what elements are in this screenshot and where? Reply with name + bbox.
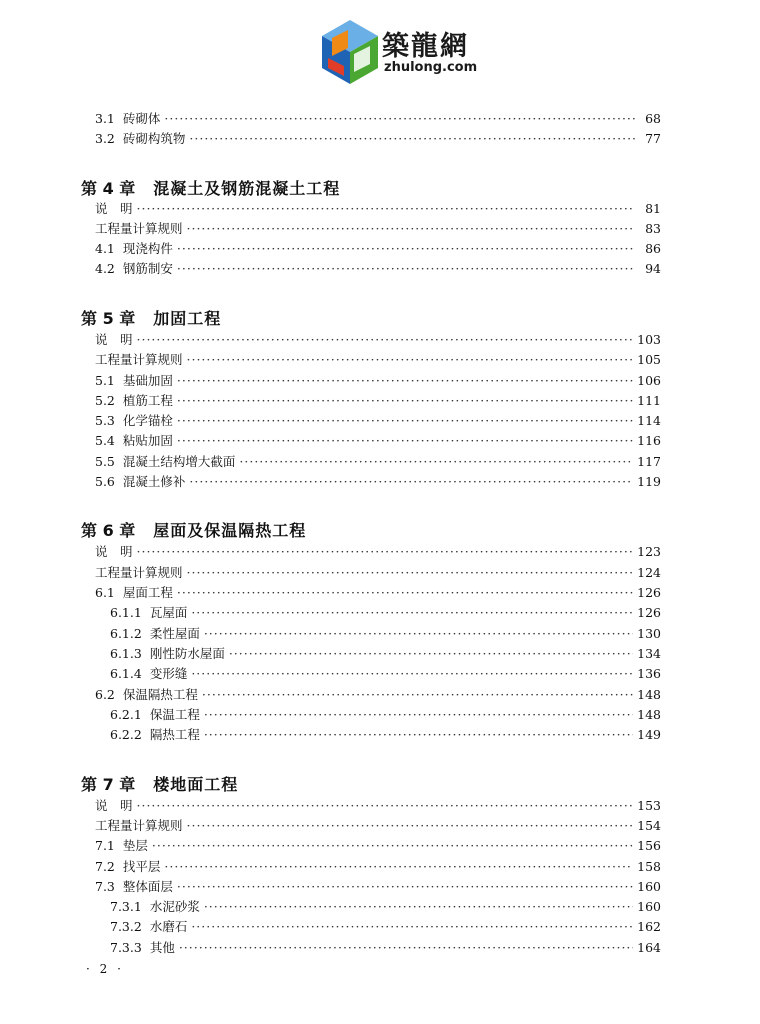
dot-leader xyxy=(187,352,634,367)
entry-number: 5.3 xyxy=(95,413,115,428)
entry-number: 4.1 xyxy=(95,241,115,256)
entry-page: 126 xyxy=(637,605,661,620)
entry-number: 7.2 xyxy=(95,859,115,874)
entry-page: 136 xyxy=(637,666,661,681)
entry-title: 说 明 xyxy=(95,332,133,347)
entry-title: 砖砌构筑物 xyxy=(122,131,186,146)
entry-page: 158 xyxy=(637,859,661,874)
toc-subentry[interactable] xyxy=(110,664,661,682)
dot-leader xyxy=(177,879,633,894)
logo-chinese-text: 築龍網 xyxy=(382,31,469,62)
entry-page: 148 xyxy=(637,707,661,722)
chapter-number: 第 7 章 xyxy=(81,775,136,794)
entry-title: 其他 xyxy=(149,940,175,955)
entry-number: 5.1 xyxy=(95,373,115,388)
dot-leader xyxy=(204,727,633,742)
dot-leader xyxy=(202,687,633,702)
dot-leader xyxy=(137,544,634,559)
toc-entry[interactable] xyxy=(95,836,661,854)
entry-title: 刚性防水屋面 xyxy=(149,646,225,661)
entry-number: 4.2 xyxy=(95,261,115,276)
dot-leader xyxy=(187,818,634,833)
entry-number: 5.2 xyxy=(95,393,115,408)
entry-page: 160 xyxy=(637,899,661,914)
dot-leader xyxy=(177,373,633,388)
dot-leader xyxy=(164,859,633,874)
toc-entry[interactable] xyxy=(95,350,661,368)
dot-leader xyxy=(177,413,633,428)
dot-leader xyxy=(191,605,633,620)
entry-title: 柔性屋面 xyxy=(149,626,200,641)
toc-entry[interactable] xyxy=(95,563,661,581)
entry-page: 130 xyxy=(637,626,661,641)
entry-number: 3.1 xyxy=(95,111,115,126)
entry-title: 混凝土结构增大截面 xyxy=(122,454,236,469)
entry-page: 153 xyxy=(637,798,661,813)
entry-number: 7.3.2 xyxy=(110,919,142,934)
entry-title: 屋面工程 xyxy=(122,585,173,600)
toc-entry[interactable] xyxy=(95,472,661,490)
chapter-number: 第 6 章 xyxy=(81,521,136,540)
entry-page: 77 xyxy=(645,131,661,146)
toc-entry[interactable] xyxy=(95,391,661,409)
entry-title: 工程量计算规则 xyxy=(95,221,183,236)
toc-entry[interactable] xyxy=(95,371,661,389)
entry-number: 5.6 xyxy=(95,474,115,489)
chapter-title: 屋面及保温隔热工程 xyxy=(153,521,307,540)
entry-title: 工程量计算规则 xyxy=(95,818,183,833)
zhulong-logo xyxy=(318,18,498,88)
toc-subentry[interactable] xyxy=(110,705,661,723)
dot-leader xyxy=(204,626,633,641)
toc-entry[interactable] xyxy=(95,431,661,449)
toc-subentry[interactable] xyxy=(110,897,661,915)
entry-page: 106 xyxy=(637,373,661,388)
toc-entry[interactable] xyxy=(95,259,661,277)
entry-page: 123 xyxy=(637,544,661,559)
entry-title: 化学锚栓 xyxy=(122,413,173,428)
dot-leader xyxy=(239,454,633,469)
entry-title: 说 明 xyxy=(95,798,133,813)
entry-title: 保温隔热工程 xyxy=(122,687,198,702)
entry-number: 6.1 xyxy=(95,585,115,600)
entry-page: 94 xyxy=(645,261,661,276)
dot-leader xyxy=(187,565,634,580)
dot-leader xyxy=(204,707,633,722)
entry-title: 垫层 xyxy=(122,838,148,853)
toc-entry[interactable] xyxy=(95,219,661,237)
chapter-heading xyxy=(81,306,221,329)
entry-page: 156 xyxy=(637,838,661,853)
dot-leader xyxy=(179,940,633,955)
entry-title: 工程量计算规则 xyxy=(95,565,183,580)
toc-subentry[interactable] xyxy=(110,725,661,743)
dot-leader xyxy=(229,646,633,661)
entry-title: 水泥砂浆 xyxy=(149,899,200,914)
entry-number: 6.1.1 xyxy=(110,605,142,620)
toc-entry[interactable] xyxy=(95,199,661,217)
toc-subentry[interactable] xyxy=(110,917,661,935)
dot-leader xyxy=(204,899,633,914)
entry-number: 6.1.2 xyxy=(110,626,142,641)
entry-page: 103 xyxy=(637,332,661,347)
entry-title: 砖砌体 xyxy=(122,111,161,126)
entry-number: 7.3.3 xyxy=(110,940,142,955)
entry-number: 5.4 xyxy=(95,433,115,448)
dot-leader xyxy=(177,241,635,256)
toc-subentry[interactable] xyxy=(110,624,661,642)
dot-leader xyxy=(137,201,635,216)
dot-leader xyxy=(177,585,633,600)
dot-leader xyxy=(189,474,633,489)
toc-entry[interactable] xyxy=(95,239,661,257)
entry-page: 83 xyxy=(645,221,661,236)
entry-number: 6.2.1 xyxy=(110,707,142,722)
entry-title: 钢筋制安 xyxy=(122,261,173,276)
toc-entry[interactable] xyxy=(95,685,661,703)
toc-entry[interactable] xyxy=(95,129,661,147)
toc-entry[interactable] xyxy=(95,542,661,560)
chapter-heading xyxy=(81,772,238,795)
entry-page: 162 xyxy=(637,919,661,934)
dot-leader xyxy=(152,838,633,853)
entry-page: 81 xyxy=(645,201,661,216)
entry-title: 植筋工程 xyxy=(122,393,173,408)
entry-title: 工程量计算规则 xyxy=(95,352,183,367)
entry-page: 119 xyxy=(637,474,661,489)
entry-page: 116 xyxy=(637,433,661,448)
entry-title: 现浇构件 xyxy=(122,241,173,256)
entry-title: 找平层 xyxy=(122,859,161,874)
dot-leader xyxy=(164,111,635,126)
toc-entry[interactable] xyxy=(95,796,661,814)
dot-leader xyxy=(191,666,633,681)
entry-number: 6.2 xyxy=(95,687,115,702)
entry-page: 126 xyxy=(637,585,661,600)
entry-title: 水磨石 xyxy=(149,919,188,934)
dot-leader xyxy=(191,919,633,934)
entry-number: 5.5 xyxy=(95,454,115,469)
chapter-number: 第 4 章 xyxy=(81,179,136,198)
logo-cube-icon xyxy=(318,18,382,86)
entry-page: 134 xyxy=(637,646,661,661)
entry-title: 混凝土修补 xyxy=(122,474,186,489)
dot-leader xyxy=(137,332,634,347)
dot-leader xyxy=(177,261,635,276)
entry-page: 114 xyxy=(637,413,661,428)
entry-page: 148 xyxy=(637,687,661,702)
chapter-title: 混凝土及钢筋混凝土工程 xyxy=(153,179,341,198)
dot-leader xyxy=(187,221,635,236)
entry-page: 105 xyxy=(637,352,661,367)
dot-leader xyxy=(177,393,633,408)
toc-entry[interactable] xyxy=(95,411,661,429)
entry-page: 124 xyxy=(637,565,661,580)
entry-number: 7.3.1 xyxy=(110,899,142,914)
chapter-heading xyxy=(81,518,306,541)
entry-number: 7.3 xyxy=(95,879,115,894)
entry-page: 160 xyxy=(637,879,661,894)
entry-title: 说 明 xyxy=(95,544,133,559)
logo-english-text: zhulong.com xyxy=(384,60,478,75)
toc-entry[interactable] xyxy=(95,877,661,895)
chapter-heading xyxy=(81,176,340,199)
entry-title: 瓦屋面 xyxy=(149,605,188,620)
toc-subentry[interactable] xyxy=(110,603,661,621)
entry-page: 154 xyxy=(637,818,661,833)
chapter-title: 加固工程 xyxy=(153,309,222,328)
entry-title: 整体面层 xyxy=(122,879,173,894)
entry-page: 68 xyxy=(645,111,661,126)
entry-title: 基础加固 xyxy=(122,373,173,388)
chapter-title: 楼地面工程 xyxy=(153,775,239,794)
toc-entry[interactable] xyxy=(95,583,661,601)
entry-number: 3.2 xyxy=(95,131,115,146)
toc-subentry[interactable] xyxy=(110,938,661,956)
toc-entry[interactable] xyxy=(95,816,661,834)
toc-entry[interactable] xyxy=(95,452,661,470)
entry-page: 164 xyxy=(637,940,661,955)
toc-entry[interactable] xyxy=(95,330,661,348)
page-number-footer: · 2 · xyxy=(86,962,124,976)
toc-entry[interactable] xyxy=(95,857,661,875)
entry-number: 6.1.4 xyxy=(110,666,142,681)
entry-page: 117 xyxy=(637,454,661,469)
chapter-number: 第 5 章 xyxy=(81,309,136,328)
entry-page: 86 xyxy=(645,241,661,256)
dot-leader xyxy=(189,131,635,146)
entry-number: 6.2.2 xyxy=(110,727,142,742)
dot-leader xyxy=(177,433,633,448)
entry-title: 隔热工程 xyxy=(149,727,200,742)
entry-number: 7.1 xyxy=(95,838,115,853)
entry-title: 变形缝 xyxy=(149,666,188,681)
entry-page: 149 xyxy=(637,727,661,742)
dot-leader xyxy=(137,798,634,813)
entry-title: 粘贴加固 xyxy=(122,433,173,448)
toc-subentry[interactable] xyxy=(110,644,661,662)
entry-title: 保温工程 xyxy=(149,707,200,722)
entry-page: 111 xyxy=(637,393,661,408)
toc-entry[interactable] xyxy=(95,109,661,127)
entry-title: 说 明 xyxy=(95,201,133,216)
entry-number: 6.1.3 xyxy=(110,646,142,661)
